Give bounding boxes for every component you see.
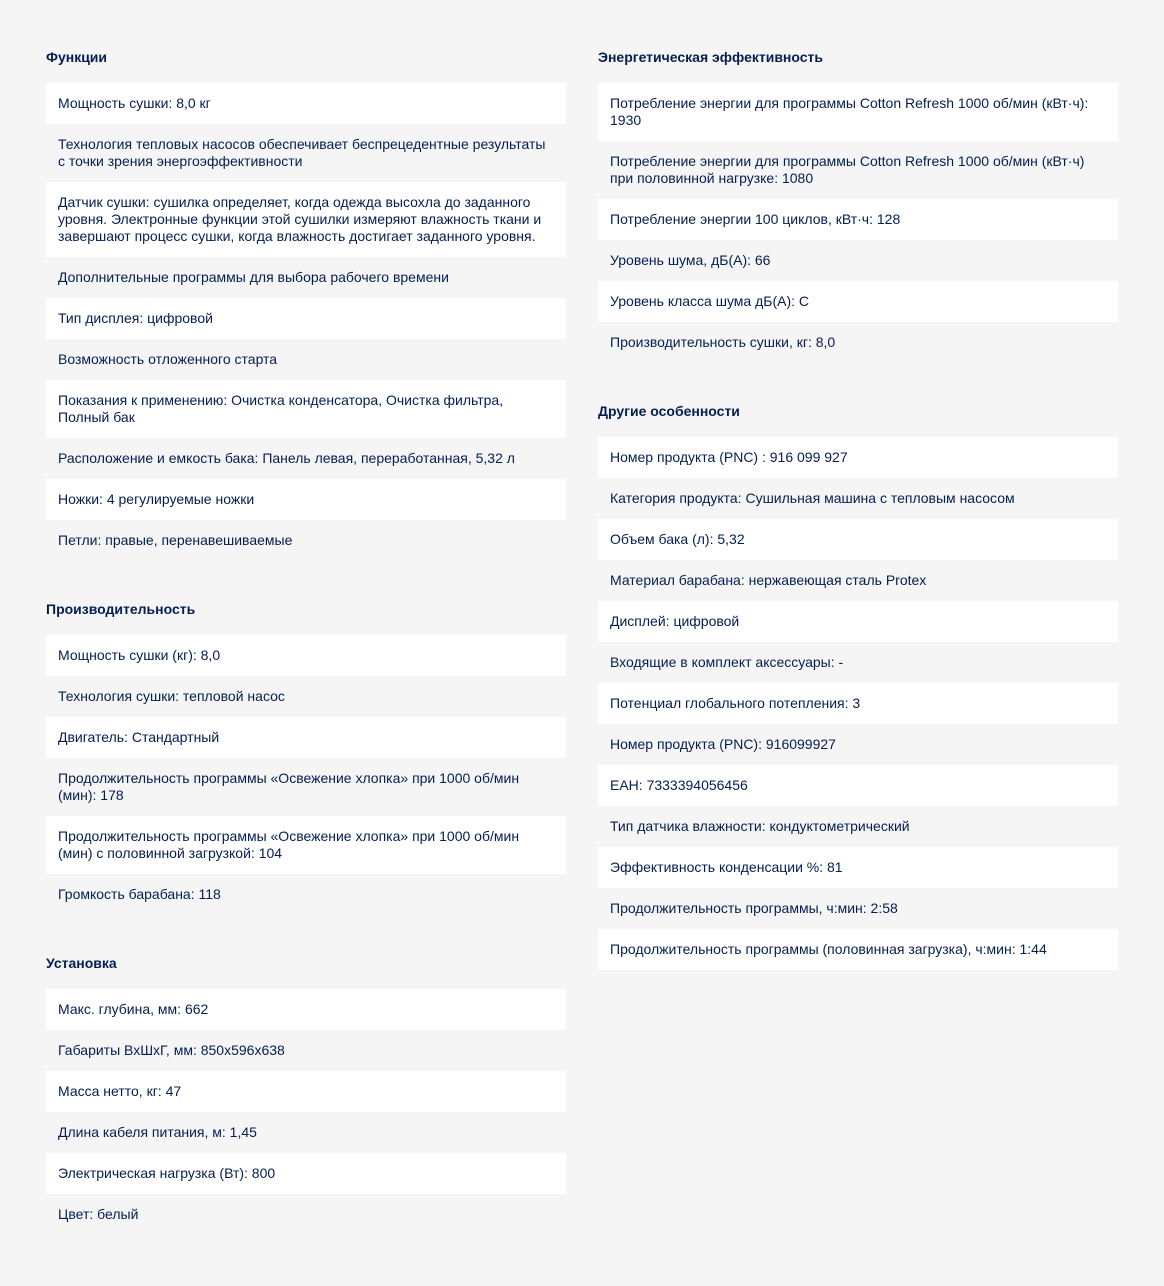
spec-row: Номер продукта (PNC) : 916 099 927: [598, 437, 1118, 478]
spec-row: Петли: правые, перенавешиваемые: [58, 532, 293, 548]
spec-row: Масса нетто, кг: 47: [46, 1071, 566, 1112]
spec-row: Эффективность конденсации %: 81: [598, 847, 1118, 888]
section-title: Установка: [46, 955, 117, 971]
spec-row: Технология тепловых насосов обеспечивает беспрецедентные результаты с точки зрения энергоэффективности: [58, 136, 546, 169]
spec-list: [46, 635, 566, 915]
spec-row: Расположение и емкость бака: Панель левая, переработанная, 5,32 л: [58, 450, 515, 466]
section-title: Энергетическая эффективность: [598, 49, 823, 65]
spec-row: EAH: 7333394056456: [598, 765, 1118, 806]
spec-row: Цвет: белый: [58, 1206, 139, 1222]
spec-section: [46, 954, 566, 1235]
spec-row: Производительность сушки, кг: 8,0: [610, 334, 836, 350]
right-column: [598, 48, 1118, 1009]
spec-row: Тип датчика влажности: кондуктометрический: [610, 818, 910, 834]
spec-row: Объем бака (л): 5,32: [598, 519, 1118, 560]
spec-row: Мощность сушки: 8,0 кг: [46, 83, 566, 124]
spec-row: Дополнительные программы для выбора рабочего времени: [58, 269, 449, 285]
spec-row: Ножки: 4 регулируемые ножки: [46, 479, 566, 520]
section-title: Производительность: [46, 601, 196, 617]
spec-row: Датчик сушки: сушилка определяет, когда одежда высохла до заданного уровня. Электронные функции этой сушилки измеряют влажность ткани и завершают процесс сушки, когда влажность достигает заданного уровня.: [46, 182, 566, 257]
spec-row: Потребление энергии для программы Cotton Refresh 1000 об/мин (кВт·ч) при половинной нагрузке: 1080: [610, 153, 1085, 186]
spec-list: [598, 83, 1118, 363]
spec-list: [46, 989, 566, 1235]
spec-section: [598, 48, 1118, 363]
spec-row: Потребление энергии для программы Cotton Refresh 1000 об/мин (кВт·ч): 1930: [598, 83, 1118, 141]
spec-row: Входящие в комплект аксессуары: -: [610, 654, 844, 670]
spec-row: Дисплей: цифровой: [598, 601, 1118, 642]
spec-row: Продолжительность программы «Освежение хлопка» при 1000 об/мин (мин) с половинной загрузкой: 104: [46, 816, 566, 874]
spec-row: Двигатель: Стандартный: [46, 717, 566, 758]
spec-row: Категория продукта: Сушильная машина с тепловым насосом: [610, 490, 1015, 506]
spec-row: Номер продукта (PNC): 916099927: [610, 736, 836, 752]
section-title: Другие особенности: [598, 403, 740, 419]
spec-list: [598, 437, 1118, 970]
spec-row: Возможность отложенного старта: [58, 351, 278, 367]
section-title: Функции: [46, 49, 108, 65]
spec-row: Потребление энергии 100 циклов, кВт·ч: 128: [598, 199, 1118, 240]
spec-row: Громкость барабана: 118: [58, 886, 221, 902]
left-column: [46, 48, 566, 1274]
spec-row: Габариты ВхШхГ, мм: 850x596x638: [58, 1042, 285, 1058]
spec-row: Показания к применению: Очистка конденсатора, Очистка фильтра, Полный бак: [46, 380, 566, 438]
spec-row: Макс. глубина, мм: 662: [46, 989, 566, 1030]
spec-row: Длина кабеля питания, м: 1,45: [58, 1124, 257, 1140]
spec-section: [598, 402, 1118, 970]
spec-row: Материал барабана: нержавеющая сталь Protex: [610, 572, 927, 588]
spec-row: Потенциал глобального потепления: 3: [598, 683, 1118, 724]
spec-row: Технология сушки: тепловой насос: [58, 688, 285, 704]
spec-list: [46, 83, 566, 561]
spec-row: Мощность сушки (кг): 8,0: [46, 635, 566, 676]
spec-row: Уровень шума, дБ(А): 66: [610, 252, 771, 268]
spec-section: [46, 48, 566, 561]
spec-row: Продолжительность программы «Освежение хлопка» при 1000 об/мин (мин): 178: [58, 770, 520, 803]
spec-section: [46, 600, 566, 915]
spec-row: Продолжительность программы (половинная загрузка), ч:мин: 1:44: [598, 929, 1118, 970]
spec-row: Продолжительность программы, ч:мин: 2:58: [610, 900, 898, 916]
spec-row: Уровень класса шума дБ(A): C: [598, 281, 1118, 322]
spec-row: Электрическая нагрузка (Вт): 800: [46, 1153, 566, 1194]
spec-row: Тип дисплея: цифровой: [46, 298, 566, 339]
